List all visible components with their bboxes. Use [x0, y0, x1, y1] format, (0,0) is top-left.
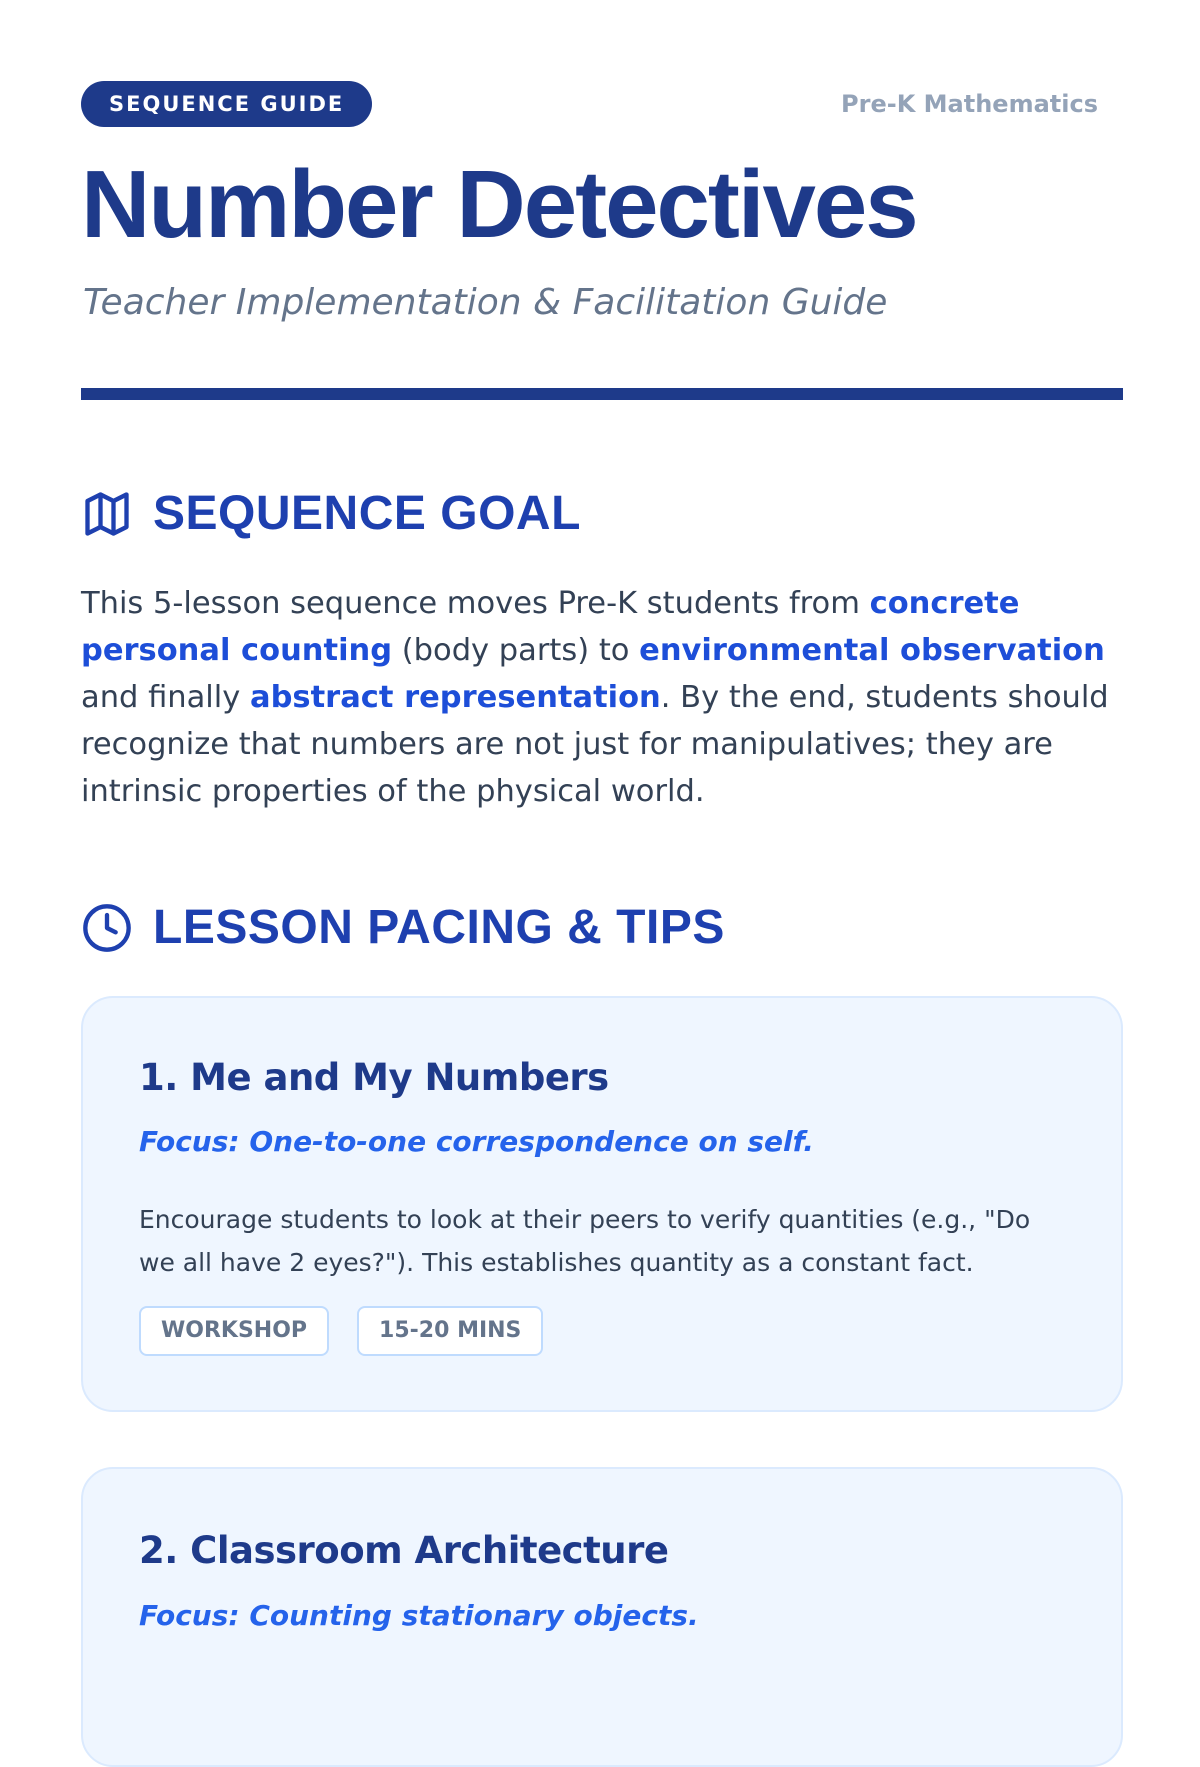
lesson-card [81, 1467, 1123, 1767]
sequence-goal-title: SEQUENCE GOAL [153, 487, 581, 540]
tag-workshop: WORKSHOP [139, 1306, 329, 1356]
tag-duration: 15-20 MINS [357, 1306, 543, 1356]
goal-highlight: concrete personal counting [81, 586, 1020, 668]
lesson-tip: Encourage students to look at their peers to verify quantities (e.g., "Do we all have 2 eyes?"). This establishes quantity as a constant fact. [139, 1205, 1031, 1277]
lesson-card [81, 996, 1123, 1412]
lesson-tags [139, 1306, 543, 1356]
header-divider [81, 388, 1123, 400]
lesson-focus: Focus: One-to-one correspondence on self. [139, 1125, 814, 1158]
lesson-pacing-heading [81, 900, 725, 955]
sequence-goal-heading [81, 486, 581, 541]
goal-text-part: (body parts) to [392, 633, 640, 668]
goal-highlight: environmental observation [639, 633, 1105, 668]
lesson-title: 1. Me and My Numbers [139, 1056, 609, 1099]
sequence-guide-badge: SEQUENCE GUIDE [81, 81, 372, 127]
goal-text-part: and finally [81, 680, 251, 715]
clock-icon [81, 902, 133, 954]
lesson-focus: Focus: Counting stationary objects. [139, 1599, 699, 1632]
lesson-pacing-title: LESSON PACING & TIPS [153, 901, 725, 954]
lesson-title: 2. Classroom Architecture [139, 1529, 669, 1572]
sequence-goal-text [81, 580, 1131, 815]
page-title: Number Detectives [81, 151, 917, 258]
page-subtitle: Teacher Implementation & Facilitation Guide [83, 282, 888, 323]
subject-label: Pre-K Mathematics [841, 90, 1098, 118]
goal-text-part: This 5-lesson sequence moves Pre-K students from [81, 586, 870, 621]
map-icon [81, 488, 133, 540]
goal-highlight: abstract representation [250, 680, 661, 715]
goal-text-part: . By the end, students should recognize that numbers are not just for manipulatives; they are intrinsic properties of the physical world. [81, 680, 1109, 809]
header-row [81, 81, 1098, 127]
